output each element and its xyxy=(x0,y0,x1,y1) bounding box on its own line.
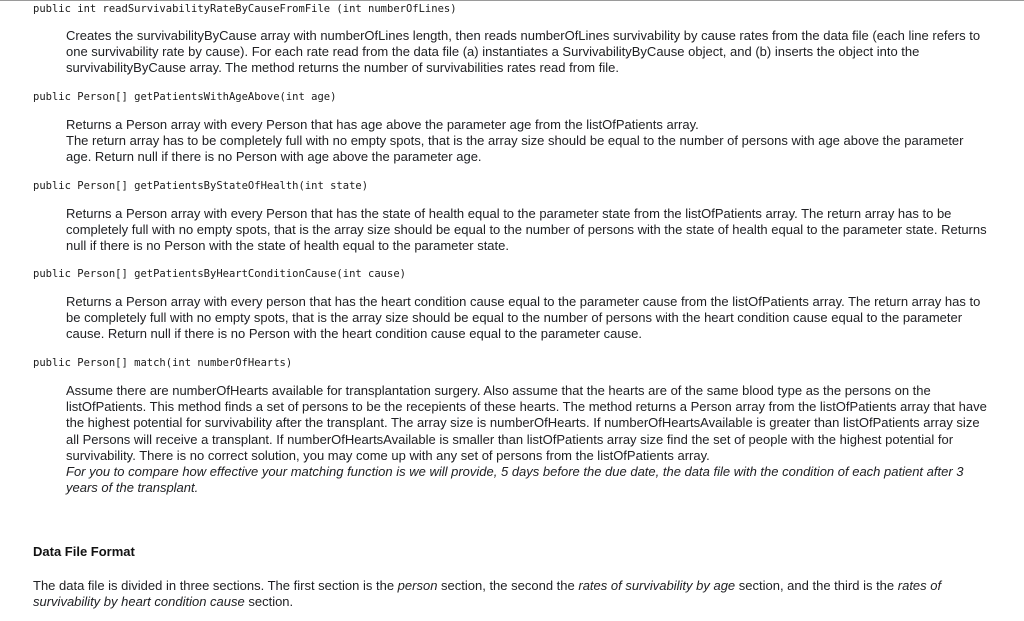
method-description-heart-condition xyxy=(66,294,991,343)
top-divider xyxy=(0,0,1024,1)
method-signature-age-above: public Person[] getPatientsWithAgeAbove(int age) xyxy=(33,91,337,103)
section-heading: Data File Format xyxy=(33,544,135,559)
method-description-age-above xyxy=(66,117,991,166)
description-paragraph: Returns a Person array with every person that has the heart condition cause equal to the parameter cause from the listOfPatients array. The return array has to be completely full with no empty spots, that is the array size should be equal to the number of persons with the heart condition cause equal to the parameter cause. Return null if there is no Person with the heart condition cause equal to the parameter cause. xyxy=(66,294,981,342)
format-text: The data file is divided in three sections. The first section is the xyxy=(33,578,398,593)
description-paragraph: Returns a Person array with every Person that has the state of health equal to the parameter state from the listOfPatients array. The return array has to be completely full with no empty spots, that is the array size should be equal to the number of persons with the state of health equal to the parameter state. Returns null if there is no Person with the state of health equal to the parameter state. xyxy=(66,206,987,254)
description-paragraph: Returns a Person array with every Person that has age above the parameter age from the listOfPatients array. xyxy=(66,117,699,132)
format-text: section, the second the xyxy=(437,578,579,593)
method-description-read-survivability xyxy=(66,28,991,77)
method-description-state-of-health xyxy=(66,206,991,255)
description-paragraph: Creates the survivabilityByCause array with numberOfLines length, then reads numberOfLines survivability by cause rates from the data file (each line refers to one survivability rate by cause). For each rate read from the data file (a) instantiates a SurvivabilityByCause object, and (b) inserts the object into the survivabilityByCause array. The method returns the number of survivabilities rates read from file. xyxy=(66,28,981,76)
method-description-match xyxy=(66,383,991,496)
description-note: For you to compare how effective your matching function is we will provide, 5 days before the due date, the data file with the condition of each patient after 3 years of the transplant. xyxy=(66,464,964,496)
method-signature-read-survivability: public int readSurvivabilityRateByCauseFromFile (int numberOfLines) xyxy=(33,3,457,15)
data-file-format-description xyxy=(33,578,993,610)
format-emphasis: person xyxy=(397,578,438,593)
description-paragraph: The return array has to be completely full with no empty spots, that is the array size should be equal to the number of persons with age above the parameter age. Return null if there is no Person with age above the parameter age. xyxy=(66,133,964,165)
format-text: section, and the third is the xyxy=(735,578,898,593)
method-signature-heart-condition: public Person[] getPatientsByHeartConditionCause(int cause) xyxy=(33,268,406,280)
method-signature-state-of-health: public Person[] getPatientsByStateOfHealth(int state) xyxy=(33,180,369,192)
description-paragraph: Assume there are numberOfHearts available for transplantation surgery. Also assume that the hearts are of the same blood type as the persons on the listOfPatients. This method finds a set of persons to be the recepients of these hearts. The method returns a Person array from the listOfPatients array that have the highest potential for survivability after the transplant. The array size is numberOfHearts. If numberOfHeartsAvailable is greater than listOfPatients array size all Persons will receive a transplant. If numberOfHeartsAvailable is smaller than listOfPatients array size find the set of people with the highest potential for survivability. There is no correct solution, you may come up with any set of persons from the listOfPatients array. xyxy=(66,383,987,463)
format-emphasis: rates of survivability by age xyxy=(578,578,736,593)
format-emphasis: rates of survivability by heart condition cause xyxy=(33,578,942,610)
method-signature-match: public Person[] match(int numberOfHearts) xyxy=(33,357,293,369)
format-text: section. xyxy=(244,594,294,610)
